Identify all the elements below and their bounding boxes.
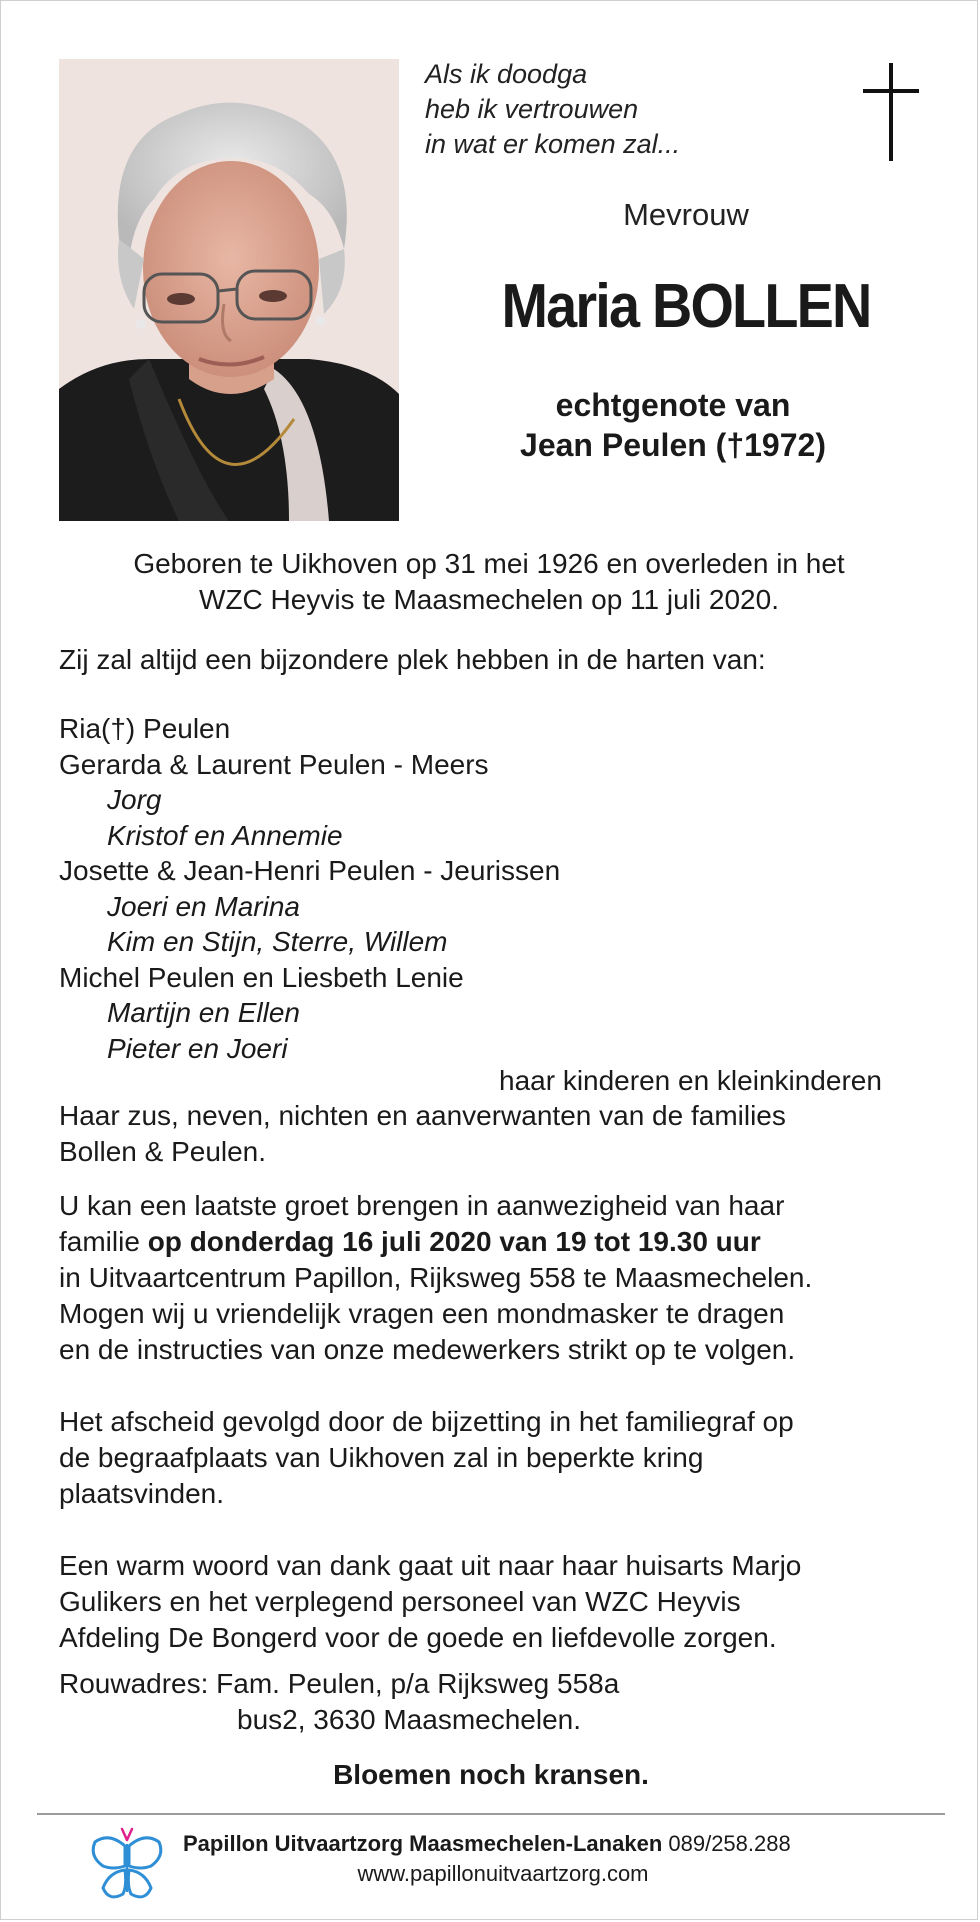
child-name: Ria(†) Peulen bbox=[59, 713, 231, 744]
grandchild-name: Jorg bbox=[107, 784, 162, 815]
thanks-line: Afdeling De Bongerd voor de goede en liefdevolle zorgen. bbox=[59, 1622, 777, 1653]
visit-line: Mogen wij u vriendelijk vragen een mondmasker te dragen bbox=[59, 1298, 785, 1329]
birth-death-info bbox=[59, 546, 919, 618]
child-name: Josette & Jean-Henri Peulen - Jeurissen bbox=[59, 855, 561, 886]
child-name: Gerarda & Laurent Peulen - Meers bbox=[59, 748, 489, 780]
address-line: bus2, 3630 Maasmechelen. bbox=[237, 1704, 581, 1735]
thanks-line: Gulikers en het verplegend personeel van WZC Heyvis bbox=[59, 1586, 741, 1617]
relatives-line: Bollen & Peulen. bbox=[59, 1136, 267, 1167]
family-closing: haar kinderen en kleinkinderen bbox=[499, 1065, 882, 1096]
visit-line: en de instructies van onze medewerkers strikt op te volgen. bbox=[59, 1334, 796, 1365]
thanks-paragraph bbox=[59, 1548, 939, 1656]
poem-line: in wat er komen zal... bbox=[425, 129, 681, 159]
grandchild-name: Kristof en Annemie bbox=[107, 819, 343, 851]
birth-line: WZC Heyvis te Maasmechelen op 11 juli 2020. bbox=[199, 584, 779, 615]
company-website: www.papillonuitvaartzorg.com bbox=[357, 1861, 649, 1886]
portrait-photo bbox=[59, 59, 399, 521]
relatives-paragraph bbox=[59, 1098, 939, 1170]
deceased-name: Maria BOLLEN bbox=[501, 272, 871, 341]
farewell-line: plaatsvinden. bbox=[59, 1478, 225, 1509]
visit-prefix: familie bbox=[59, 1226, 148, 1257]
grandchild-name: Pieter en Joeri bbox=[107, 1032, 288, 1064]
poem-line: Als ik doodga bbox=[425, 59, 588, 89]
flowers-notice: Bloemen noch kransen. bbox=[333, 1759, 649, 1790]
farewell-paragraph bbox=[59, 1404, 939, 1512]
relatives-line: Haar zus, neven, nichten en aanverwanten van de families bbox=[59, 1100, 786, 1131]
family-list bbox=[59, 711, 560, 1066]
visit-line: in Uitvaartcentrum Papillon, Rijksweg 558 te Maasmechelen. bbox=[59, 1262, 813, 1293]
family-intro: Zij zal altijd een bijzondere plek hebben in de harten van: bbox=[59, 644, 766, 675]
grandchild-name: Joeri en Marina bbox=[107, 890, 300, 922]
spouse-info bbox=[441, 385, 905, 465]
birth-line: Geboren te Uikhoven op 31 mei 1926 en overleden in het bbox=[133, 548, 845, 579]
announcement-body bbox=[59, 1098, 939, 1738]
address-line: Rouwadres: Fam. Peulen, p/a Rijksweg 558a bbox=[59, 1668, 620, 1699]
farewell-line: Het afscheid gevolgd door de bijzetting in het familiegraf op bbox=[59, 1406, 794, 1437]
grandchild-name: Martijn en Ellen bbox=[107, 997, 300, 1028]
spouse-line: Jean Peulen (†1972) bbox=[520, 427, 826, 463]
poem bbox=[425, 57, 680, 162]
footer-divider bbox=[37, 1813, 945, 1815]
farewell-line: de begraafplaats van Uikhoven zal in beperkte kring bbox=[59, 1442, 704, 1473]
footer-company-line bbox=[183, 1831, 791, 1857]
visit-line: U kan een laatste groet brengen in aanwezigheid van haar bbox=[59, 1190, 785, 1221]
company-name: Papillon Uitvaartzorg Maasmechelen-Lanaken bbox=[183, 1831, 663, 1856]
company-phone: 089/258.288 bbox=[662, 1831, 791, 1856]
butterfly-logo-icon bbox=[89, 1826, 165, 1909]
visit-line bbox=[59, 1224, 939, 1260]
visit-paragraph bbox=[59, 1188, 939, 1368]
salutation: Mevrouw bbox=[623, 197, 749, 232]
thanks-line: Een warm woord van dank gaat uit naar haar huisarts Marjo bbox=[59, 1550, 802, 1581]
child-name: Michel Peulen en Liesbeth Lenie bbox=[59, 961, 464, 993]
spouse-line: echtgenote van bbox=[555, 387, 791, 423]
grandchild-name: Kim en Stijn, Sterre, Willem bbox=[107, 926, 448, 957]
portrait-illustration bbox=[59, 59, 399, 521]
address-paragraph bbox=[59, 1666, 939, 1738]
poem-line: heb ik vertrouwen bbox=[425, 94, 639, 124]
cross-icon bbox=[863, 63, 919, 166]
visit-datetime: op donderdag 16 juli 2020 van 19 tot 19.30 uur bbox=[147, 1226, 761, 1257]
